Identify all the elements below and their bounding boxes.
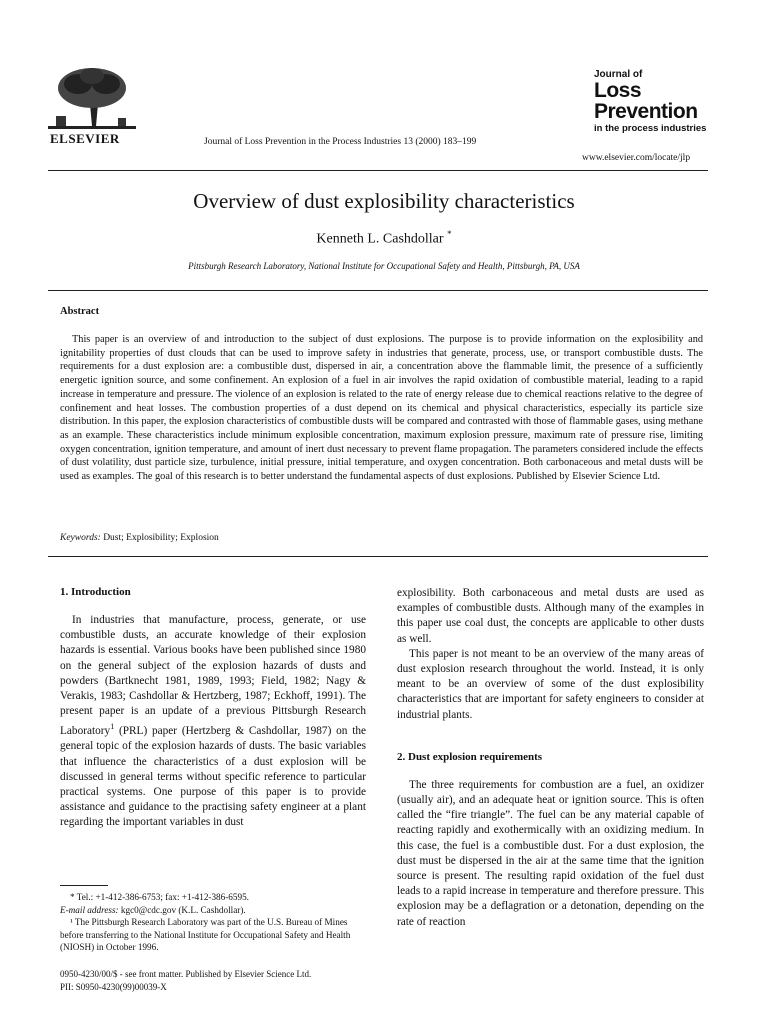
section-1-continuation: explosibility. Both carbonaceous and metal dusts are used as examples of combustible dusts. Although many of the examples in this paper use coal dust, the concepts are applicable to other dusts as well. [397,587,704,645]
section-1-paragraph-1 [60,613,366,831]
journal-logo-top: Journal of [594,69,643,80]
journal-logo-line2: Prevention [594,100,698,123]
author-footnote-mark[interactable]: * [447,229,452,239]
journal-logo [594,70,706,134]
section-2-heading: 2. Dust explosion requirements [397,750,543,763]
abstract-top-rule [48,290,708,291]
abstract-text: This paper is an overview of and introduction to the subject of dust explosions. The purpose is to provide information on the explosibility and ignitability properties of dust clouds that can be used to improve safety in industries that generate, process, use, or transport combustible dusts. The requirements for a dust explosion are: a combustible dust, dispersed in air, a concentration above the flammable limit, the presence of a sufficiently energetic ignition source, and some confinement. An explosion of a fuel in air involves the rapid oxidation of combustible material, leading to a rapid increase in temperature and pressure. The violence of an explosion is related to the rate of energy release due to chemical reactions relative to the degree of confinement and heat losses. The combustion properties of a dust depend on its chemical and physical characteristics, especially its particle size distribution. In this paper, the explosion characteristics of combustible dusts will be compared and contrasted with those of flammable gases, using methane as an example. These characteristics include minimum explosible concentration, maximum explosion pressure, maximum rate of pressure rise, limiting oxygen concentration, ignition temperature, and amount of inert dust necessary to prevent flame propagation. The parameters considered include the effects of dust volatility, dust particle size, turbulence, initial pressure, initial temperature, and oxygen concentration. Both carbonaceous and metal dusts will be used as examples. The goal of this research is to better understand the fundamental aspects of dust explosions. Published by Elsevier Science Ltd. [60,334,703,483]
left-column [60,586,366,831]
email-address[interactable]: kgc0@cdc.gov (K.L. Cashdollar). [118,904,246,915]
right-column [397,586,704,930]
email-label: E-mail address: [60,904,119,915]
keywords-text: Dust; Explosibility; Explosion [103,533,219,543]
author-name: Kenneth L. Cashdollar [316,231,444,247]
abstract-bottom-rule [48,556,708,557]
abstract-heading: Abstract [60,306,100,317]
footnote-contact [60,891,366,916]
footnote-1-mark[interactable]: 1 [110,722,115,732]
bottom-matter [60,968,311,993]
keywords-label: Keywords: [60,533,101,543]
journal-logo-line1: Loss [594,79,642,102]
article-title: Overview of dust explosibility characteristics [193,189,575,213]
section-1-p1-text: In industries that manufacture, process, generate, or use combustible dusts, an accurate knowledge of their explosion hazards is essential. Various books have been published since 1980 on the general subject of the explosion hazards of dusts and powders (Bartknecht 1981, 1989, 1993; Field, 1982; Nagy & Verakis, 1983; Cashdollar & Hertzberg, 1987; Eckhoff, 1991). The present paper is an update of a previous Pittsburgh Research Laboratory [60,614,366,738]
publisher-name: ELSEVIER [50,131,120,146]
section-1-paragraph-2: This paper is not meant to be an overview of the many areas of dust explosion research throughout the world. Instead, it is only meant to be an overview of some of the dust explosibility characteristics that are important for safety engineers to consider at industrial plants. [397,647,704,721]
author-line [0,229,768,248]
section-1-heading: 1. Introduction [60,586,131,598]
footnote-prl: ¹ The Pittsburgh Research Laboratory was part of the U.S. Bureau of Mines before transferring to the National Institute for Occupational Safety and Health (NIOSH) in October 1996. [60,917,351,952]
pii-line: PII: S0950-4230(99)00039-X [60,981,167,992]
section-2-paragraph-1: The three requirements for combustion are a fuel, an oxidizer (usually air), and an adequate heat or ignition source. This is often called the “fire triangle”. The fuel can be any material capable of reacting rapidly and exothermically with an oxidizing medium. In this case, the fuel is a combustible dust. For a dust explosion, the dust must be dispersed in the air at the same time that the ignition source is present. The resulting rapid oxidation of the fuel dust leads to a rapid increase in temperature and therefore pressure. This explosion may be a deflagration or a detonation, depending on the rate of reaction [397,778,704,928]
journal-logo-sub: in the process industries [594,123,707,134]
footnotes [60,891,366,954]
footnote-contact-text: * Tel.: +1-412-386-6753; fax: +1-412-386-6595. [70,892,249,902]
issn-line: 0950-4230/00/$ - see front matter. Published by Elsevier Science Ltd. [60,969,312,979]
header-rule [48,170,708,171]
journal-url[interactable]: www.elsevier.com/locate/jlp [582,153,691,163]
section-1-p1-tail: (PRL) paper (Hertzberg & Cashdollar, 1987) on the general topic of the explosion hazards of dusts. The basic variables that influence the characteristics of a dust explosion will be discussed in general terms without specific reference to particular practical systems. One purpose of this paper is to provide assistance and guidance to the practising safety engineer at a plant regarding the important variables in dust [60,725,366,829]
keywords [60,533,219,543]
footnote-rule [60,885,108,886]
affiliation: Pittsburgh Research Laboratory, National Institute for Occupational Safety and Health, Pittsburgh, PA, USA [188,261,580,271]
journal-citation: Journal of Loss Prevention in the Process Industries 13 (2000) 183–199 [204,137,477,147]
